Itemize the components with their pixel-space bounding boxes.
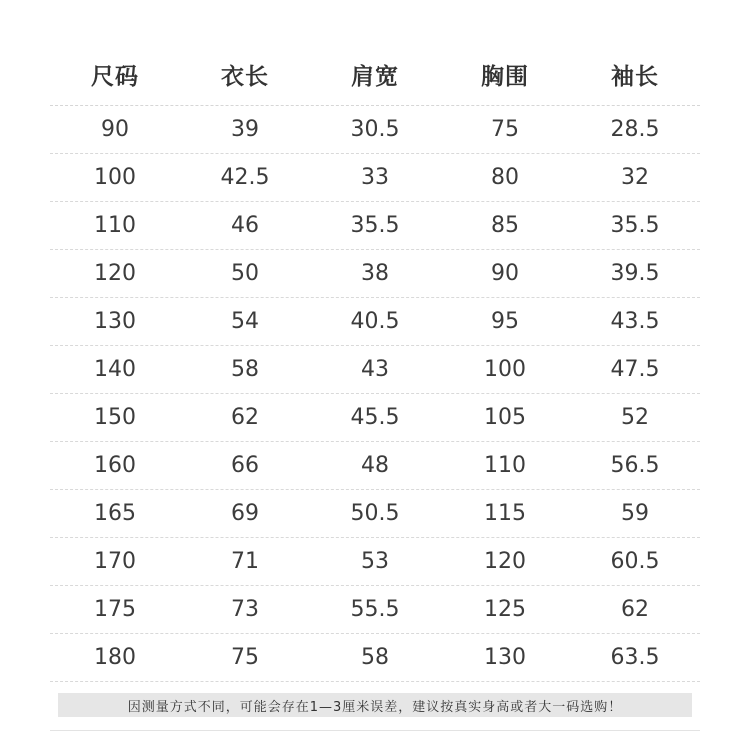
cell-size: 160: [94, 453, 136, 478]
table-row: [50, 106, 700, 154]
cell-length: 42.5: [220, 165, 270, 190]
cell-length: 75: [231, 645, 259, 670]
cell-shoulder: 58: [361, 645, 389, 670]
cell-sleeve: 32: [621, 165, 649, 190]
cell-sleeve: 43.5: [610, 309, 660, 334]
measurement-note: 因测量方式不同，可能会存在1—3厘米误差，建议按真实身高或者大一码选购！: [58, 693, 692, 717]
cell-length: 39: [231, 117, 259, 142]
cell-size: 180: [94, 645, 136, 670]
cell-chest: 125: [484, 597, 526, 622]
cell-chest: 90: [491, 261, 519, 286]
cell-chest: 80: [491, 165, 519, 190]
size-chart-table: [50, 44, 700, 682]
cell-sleeve: 52: [621, 405, 649, 430]
table-row: [50, 586, 700, 634]
cell-shoulder: 50.5: [350, 501, 400, 526]
cell-chest: 115: [484, 501, 526, 526]
cell-length: 62: [231, 405, 259, 430]
cell-size: 120: [94, 261, 136, 286]
table-row: [50, 394, 700, 442]
cell-chest: 100: [484, 357, 526, 382]
cell-chest: 110: [484, 453, 526, 478]
table-row: [50, 538, 700, 586]
cell-shoulder: 55.5: [350, 597, 400, 622]
cell-chest: 105: [484, 405, 526, 430]
cell-shoulder: 53: [361, 549, 389, 574]
header-sleeve: 袖长: [611, 64, 659, 90]
cell-sleeve: 28.5: [610, 117, 660, 142]
cell-sleeve: 60.5: [610, 549, 660, 574]
cell-size: 150: [94, 405, 136, 430]
table-row: [50, 490, 700, 538]
cell-sleeve: 47.5: [610, 357, 660, 382]
header-shoulder: 肩宽: [351, 64, 399, 90]
cell-chest: 95: [491, 309, 519, 334]
cell-chest: 85: [491, 213, 519, 238]
cell-shoulder: 38: [361, 261, 389, 286]
table-row: [50, 442, 700, 490]
cell-length: 58: [231, 357, 259, 382]
cell-length: 69: [231, 501, 259, 526]
cell-shoulder: 33: [361, 165, 389, 190]
table-row: [50, 346, 700, 394]
cell-sleeve: 35.5: [610, 213, 660, 238]
cell-sleeve: 56.5: [610, 453, 660, 478]
cell-chest: 130: [484, 645, 526, 670]
cell-length: 54: [231, 309, 259, 334]
cell-sleeve: 39.5: [610, 261, 660, 286]
header-size: 尺码: [91, 64, 139, 90]
cell-sleeve: 63.5: [610, 645, 660, 670]
table-header-row: [50, 44, 700, 106]
cell-sleeve: 59: [621, 501, 649, 526]
cell-sleeve: 62: [621, 597, 649, 622]
cell-size: 100: [94, 165, 136, 190]
cell-length: 66: [231, 453, 259, 478]
cell-shoulder: 43: [361, 357, 389, 382]
cell-shoulder: 30.5: [350, 117, 400, 142]
cell-chest: 120: [484, 549, 526, 574]
table-row: [50, 250, 700, 298]
cell-size: 165: [94, 501, 136, 526]
cell-size: 175: [94, 597, 136, 622]
header-length: 衣长: [221, 64, 269, 90]
table-row: [50, 298, 700, 346]
table-row: [50, 202, 700, 250]
bottom-divider: [50, 730, 700, 731]
cell-length: 46: [231, 213, 259, 238]
table-row: [50, 634, 700, 682]
cell-size: 130: [94, 309, 136, 334]
cell-length: 50: [231, 261, 259, 286]
cell-size: 140: [94, 357, 136, 382]
header-chest: 胸围: [481, 64, 529, 90]
cell-shoulder: 45.5: [350, 405, 400, 430]
cell-size: 110: [94, 213, 136, 238]
cell-size: 170: [94, 549, 136, 574]
cell-length: 71: [231, 549, 259, 574]
cell-size: 90: [101, 117, 129, 142]
table-row: [50, 154, 700, 202]
cell-shoulder: 40.5: [350, 309, 400, 334]
cell-length: 73: [231, 597, 259, 622]
cell-chest: 75: [491, 117, 519, 142]
cell-shoulder: 48: [361, 453, 389, 478]
cell-shoulder: 35.5: [350, 213, 400, 238]
